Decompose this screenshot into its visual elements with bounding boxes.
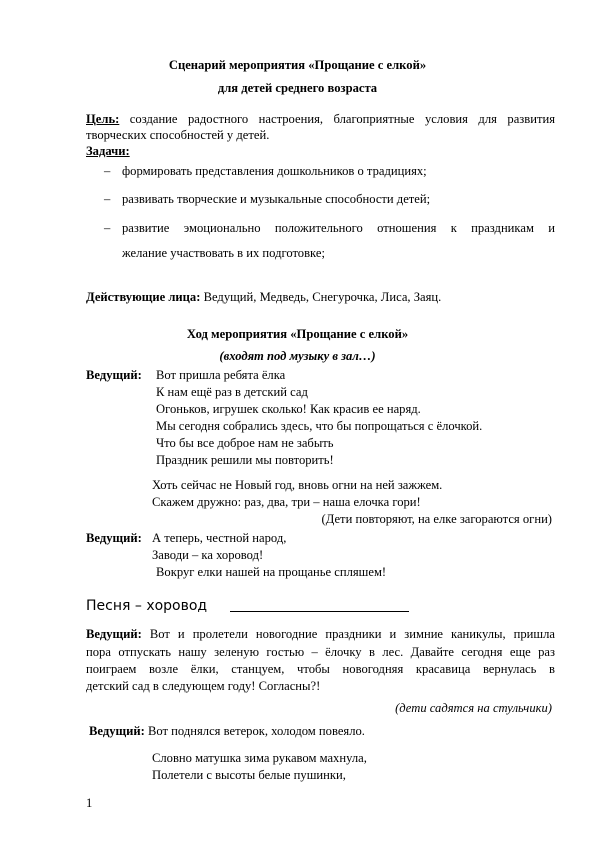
task-dash-1: – [104,164,111,178]
page-number: 1 [86,796,93,810]
doc-title-line1: Сценарий мероприятия «Прощание с елкой» [168,58,427,72]
para-line-3: поиграем возле ёлки, станцуем, чтобы новогодняя красавица вернулась в [86,662,555,676]
verse-4-line-2: Полетели с высоты белые пушинки, [152,768,346,782]
wind-line [89,723,365,739]
task-item-3: развитие эмоционально положительного отношения к праздникам и [122,221,555,235]
para-line-4: детский сад в следующем году! Согласны?! [86,679,321,693]
task-item-2: развивать творческие и музыкальные способности детей; [122,192,431,206]
verse-1-line-5: Что бы все доброе нам не забыть [156,436,334,450]
para-line-1 [86,626,555,642]
stage-note-1: (Дети повторяют, на елке загораются огни) [321,512,552,526]
verse-1-line-4: Мы сегодня собрались здесь, что бы попрощаться с ёлочкой. [156,419,483,433]
verse-2-line-1: Хоть сейчас не Новый год, вновь огни на ней зажжем. [152,478,443,492]
para-text-1: Вот и пролетели новогодние праздники и зимние каникулы, пришла [141,627,555,641]
verse-1-line-1: Вот пришла ребята ёлка [156,368,286,382]
stage-note-2: (дети садятся на стульчики) [395,701,552,715]
tasks-label: Задачи: [86,144,130,158]
speaker-label-4: Ведущий: [89,724,145,738]
wind-text: Вот поднялся ветерок, холодом повеяло. [144,724,365,738]
characters-label: Действующие лица: [86,290,201,304]
goal-line2: творческих способностей у детей. [86,128,270,142]
speaker-label-2: Ведущий: [86,531,142,545]
speaker-label-3: Ведущий: [86,627,142,641]
characters-text: Ведущий, Медведь, Снегурочка, Лиса, Заяц. [200,290,442,304]
para-line-2: пора отпускать нашу зеленую гостью – ёлочку в лес. Давайте сегодня еще раз [86,645,555,659]
characters-line [86,289,441,305]
course-subtitle: (входят под музыку в зал…) [219,349,376,363]
doc-title-line2: для детей среднего возраста [217,81,378,95]
verse-3-line-1: А теперь, честной народ, [152,531,287,545]
task-item-1: формировать представления дошкольников о традициях; [122,164,427,178]
song-underline [230,611,409,612]
verse-1-line-6: Праздник решили мы повторить! [156,453,334,467]
verse-1-line-2: К нам ещё раз в детский сад [156,385,308,399]
task-dash-2: – [104,192,111,206]
song-heading: Песня – хоровод [86,598,208,614]
course-title: Ход мероприятия «Прощание с елкой» [186,327,409,341]
task-item-3-cont: желание участвовать в их подготовке; [122,246,325,260]
verse-3-line-2: Заводи – ка хоровод! [152,548,264,562]
verse-2-line-2: Скажем дружно: раз, два, три – наша елочка гори! [152,495,421,509]
goal-line1 [86,111,555,127]
task-dash-3: – [104,221,111,235]
goal-text1: создание радостного настроения, благоприятные условия для развития [119,112,555,126]
goal-label: Цель: [86,112,120,126]
verse-4-line-1: Словно матушка зима рукавом махнула, [152,751,367,765]
verse-1-line-3: Огоньков, игрушек сколько! Как красив ее наряд. [156,402,421,416]
verse-3-line-3: Вокруг елки нашей на прощанье спляшем! [156,565,387,579]
speaker-label-1: Ведущий: [86,368,142,382]
